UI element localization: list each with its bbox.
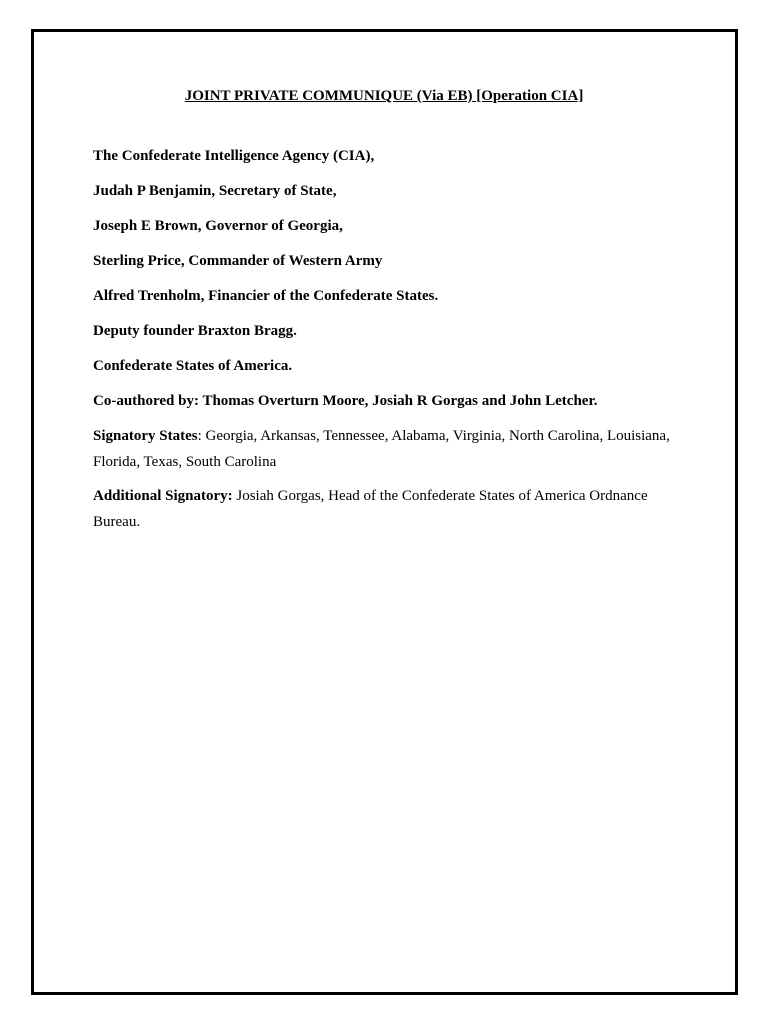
line-financier: Alfred Trenholm, Financier of the Confederate States. xyxy=(93,288,439,304)
line-co-authors: Co-authored by: Thomas Overturn Moore, Josiah R Gorgas and John Letcher. xyxy=(93,393,598,409)
line-agency: The Confederate Intelligence Agency (CIA), xyxy=(93,148,375,164)
line-governor: Joseph E Brown, Governor of Georgia, xyxy=(93,218,343,234)
line-commander: Sterling Price, Commander of Western Army xyxy=(93,253,383,269)
line-secretary-of-state: Judah P Benjamin, Secretary of State, xyxy=(93,183,337,199)
signatory-states-paragraph xyxy=(93,423,683,475)
line-deputy-founder: Deputy founder Braxton Bragg. xyxy=(93,323,297,339)
signatory-states-label: Signatory States xyxy=(93,428,198,444)
additional-signatory-label: Additional Signatory: xyxy=(93,488,233,504)
document-body xyxy=(93,147,683,535)
signatory-states-value: : Georgia, Arkansas, Tennessee, Alabama, Virginia, North Carolina, Louisiana, Florida, Texas, South Carolina xyxy=(93,428,670,470)
document-title: JOINT PRIVATE COMMUNIQUE (Via EB) [Operation CIA] xyxy=(184,88,584,104)
additional-signatory-paragraph xyxy=(93,483,683,535)
additional-signatory-value: Josiah Gorgas, Head of the Confederate States of America Ordnance Bureau. xyxy=(93,488,648,530)
line-country: Confederate States of America. xyxy=(93,358,293,374)
